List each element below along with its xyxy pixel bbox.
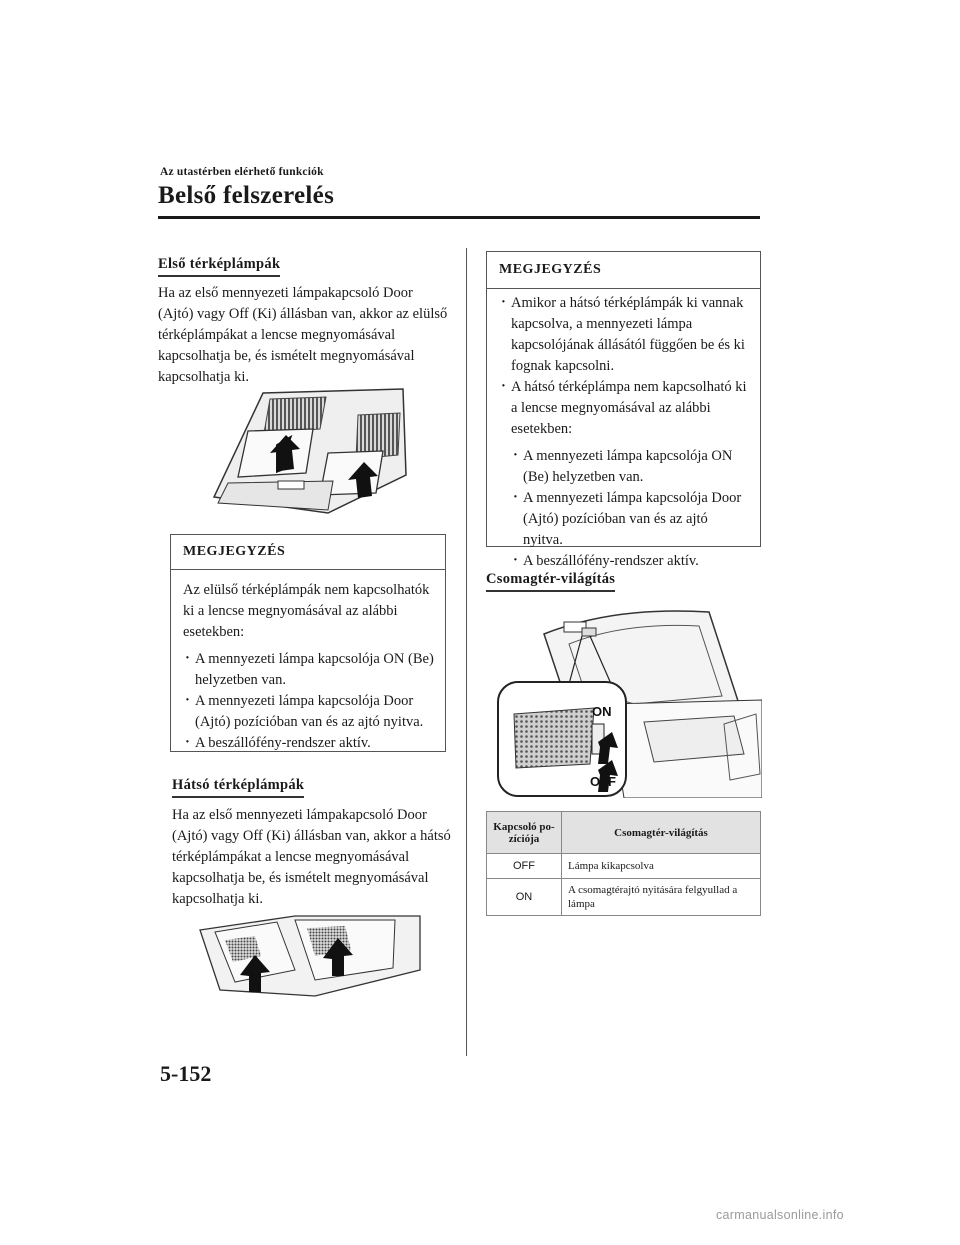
rear-note-subitem: · A beszállófény-rendszer aktív. <box>511 551 750 572</box>
table-header-light: Csomagtér-világítás <box>562 812 761 854</box>
front-note-title: MEGJEGYZÉS <box>171 535 445 570</box>
fig-on-label: ON <box>592 704 612 719</box>
rear-note-item: · A hátsó térképlámpa nem kapcsolható ki a lencse megnyomásával az alábbi esetekben: <box>499 377 750 440</box>
front-note-item: · A mennyezeti lámpa kapcsolója ON (Be) helyzetben van. <box>183 649 435 691</box>
front-note-intro: Az elülső térképlámpák nem kapcsolhatók ki a lencse megnyomásával az alábbi esetekben: <box>183 582 430 640</box>
rear-note-item: · Amikor a hátsó térképlámpák ki vannak kapcsolva, a mennyezeti lámpa kapcsolójának állásától függően be és ki fognak kapcsolni. <box>499 293 750 377</box>
rear-map-lamps-heading: Hátsó térképlámpák <box>172 777 304 798</box>
rear-note-box <box>486 251 761 569</box>
front-note-item: · A beszállófény-rendszer aktív. <box>183 733 435 754</box>
rear-note-title: MEGJEGYZÉS <box>487 252 760 289</box>
table-row <box>487 879 761 916</box>
fig-off-label: OFF <box>590 774 616 789</box>
chapter-title: Az utastérben elérhető funkciók <box>160 166 324 178</box>
table-row <box>487 854 761 879</box>
cargo-light-heading: Csomagtér-világítás <box>486 571 615 592</box>
rear-map-lamp-illustration <box>195 910 425 998</box>
table-header-position: Kapcsoló po- zíciója <box>487 812 562 854</box>
column-divider <box>466 248 467 1056</box>
rear-note-subitem: · A mennyezeti lámpa kapcsolója Door (Ajtó) pozícióban van és az ajtó nyitva. <box>511 488 750 551</box>
footer-watermark: carmanualsonline.info <box>716 1208 844 1222</box>
rear-map-lamps-text: Ha az első mennyezeti lámpakapcsoló Door (Ajtó) vagy Off (Ki) állásban van, akkor a hátsó térképlámpákat a lencse megnyomásával kapcsolhatja be, és ismételt megnyomásával kapcsolhatja ki. <box>172 807 451 907</box>
front-map-lamp-illustration <box>208 385 408 520</box>
front-note-item: · A mennyezeti lámpa kapcsolója Door (Ajtó) pozícióban van és az ajtó nyitva. <box>183 691 435 733</box>
front-map-lamps-text: Ha az első mennyezeti lámpakapcsoló Door (Ajtó) vagy Off (Ki) állásban van, akkor az elülső térképlámpákat a lencse megnyomásával kapcsolhatja be, és ismételt megnyomásával kapcsolhatja ki. <box>158 285 448 385</box>
front-map-lamps-heading: Első térképlámpák <box>158 256 280 277</box>
cargo-light-table <box>486 811 761 916</box>
table-cell-position: OFF <box>487 854 562 879</box>
rear-note-subitem: · A mennyezeti lámpa kapcsolója ON (Be) helyzetben van. <box>511 446 750 488</box>
page-number: 5-152 <box>160 1061 212 1086</box>
table-cell-description: Lámpa kikapcsolva <box>562 854 761 879</box>
table-cell-position: ON <box>487 879 562 916</box>
header-rule <box>158 216 760 219</box>
table-cell-description: A csomagtérajtó nyitására felgyullad a lámpa <box>562 879 761 916</box>
cargo-light-illustration <box>494 604 762 798</box>
section-title: Belső felszerelés <box>158 182 335 209</box>
front-note-box <box>170 534 446 752</box>
